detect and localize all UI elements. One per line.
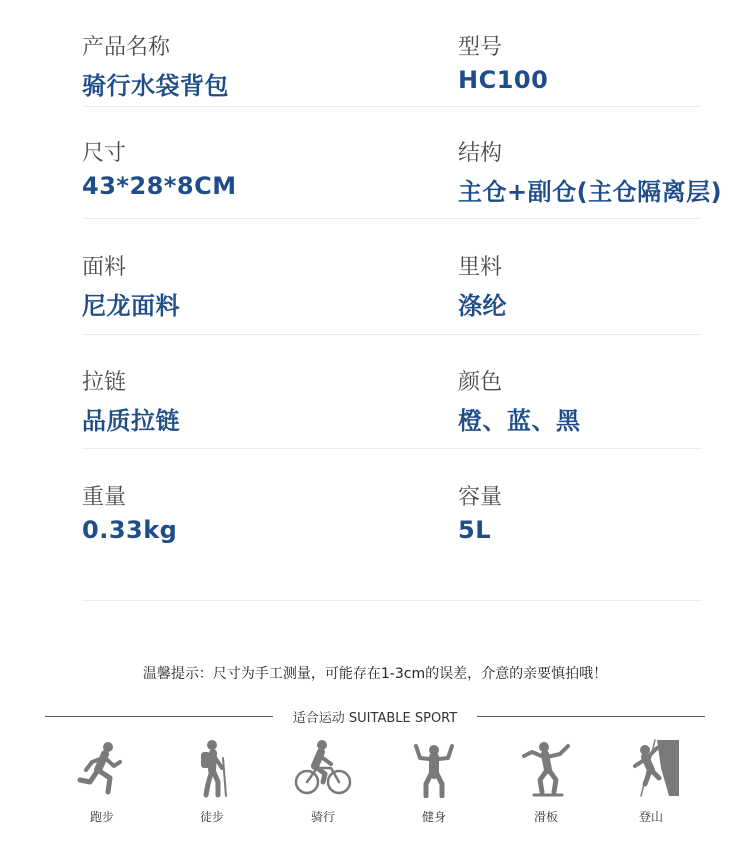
- fitness-icon: [404, 738, 464, 798]
- spec-value: HC100: [458, 66, 549, 94]
- spec-label: 结构: [458, 141, 503, 166]
- spec-row: [0, 136, 750, 251]
- sport-name: 健身: [421, 810, 446, 824]
- suitable-sport-title: 适合运动 SUITABLE SPORT: [292, 711, 458, 726]
- sport-item-fitness: [394, 738, 474, 824]
- spec-value: 骑行水袋背包: [82, 72, 229, 100]
- spec-value: 43*28*8CM: [82, 172, 237, 200]
- spec-value: 尼龙面料: [82, 292, 180, 320]
- running-icon: [72, 738, 132, 798]
- spec-label: 拉链: [82, 370, 127, 395]
- divider: [82, 600, 702, 601]
- sport-name: 跑步: [89, 810, 114, 824]
- spec-row: [0, 30, 750, 145]
- measurement-note: 温馨提示：尺寸为手工测量，可能存在1-3cm的误差，介意的亲要慎拍哦！: [142, 666, 608, 682]
- spec-value: 5L: [458, 516, 491, 544]
- spec-label: 重量: [82, 485, 127, 510]
- cycling-icon: [293, 738, 353, 798]
- sport-name: 骑行: [310, 810, 335, 824]
- sport-name: 滑板: [533, 810, 558, 824]
- spec-label: 产品名称: [82, 35, 171, 60]
- spec-value: 0.33kg: [82, 516, 178, 544]
- skateboard-icon: [516, 738, 576, 798]
- spec-value: 品质拉链: [82, 407, 180, 435]
- sport-item-running: [62, 738, 142, 824]
- spec-label: 里料: [458, 255, 503, 280]
- divider: [82, 448, 702, 449]
- spec-label: 尺寸: [82, 141, 127, 166]
- sport-item-climbing: [611, 738, 691, 824]
- divider: [82, 334, 702, 335]
- divider: [82, 218, 702, 219]
- spec-label: 面料: [82, 255, 127, 280]
- sport-name: 登山: [638, 810, 663, 824]
- sport-name: 徒步: [199, 810, 224, 824]
- spec-label: 型号: [458, 35, 503, 60]
- spec-value: 橙、蓝、黑: [458, 407, 581, 435]
- divider: [477, 716, 705, 717]
- spec-value: 涤纶: [458, 292, 507, 320]
- divider: [82, 106, 702, 107]
- sport-item-skateboard: [506, 738, 586, 824]
- hiking-icon: [182, 738, 242, 798]
- spec-row: [0, 480, 750, 595]
- sport-item-hiking: [172, 738, 252, 824]
- spec-label: 容量: [458, 485, 503, 510]
- spec-label: 颜色: [458, 370, 503, 395]
- climbing-icon: [621, 738, 681, 798]
- spec-row: [0, 250, 750, 365]
- suitable-sport-header: [45, 706, 705, 726]
- spec-value: 主仓+副仓(主仓隔离层): [458, 178, 723, 206]
- spec-row: [0, 365, 750, 480]
- sport-item-cycling: [283, 738, 363, 824]
